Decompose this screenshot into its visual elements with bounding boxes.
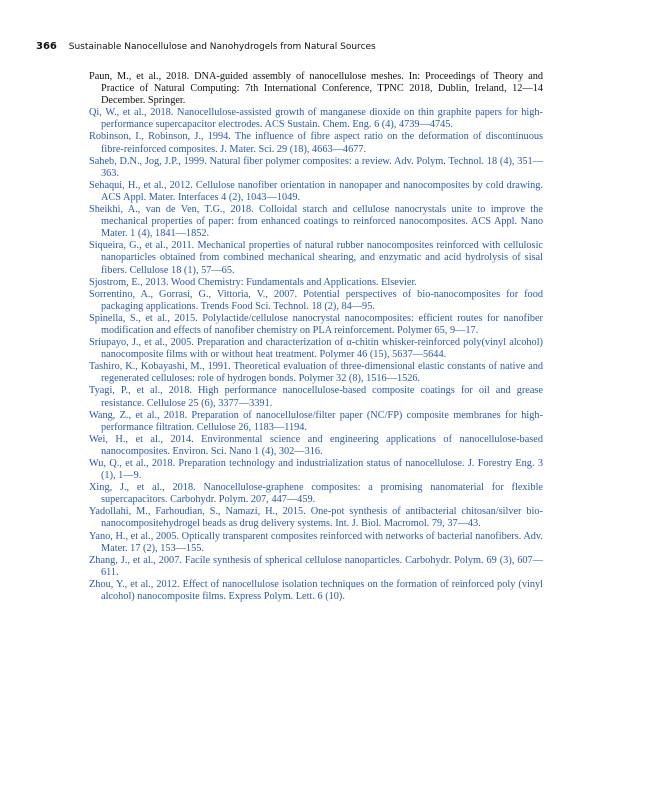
reference-item: Tyagi, P., et al., 2018. High performance nanocellulose-based composite coatings for oil and grease resistance. Cellulose 25 (6), 3377—3391. — [89, 385, 543, 409]
reference-item: Siqueira, G., et al., 2011. Mechanical properties of natural rubber nanocomposites reinforced with cellulosic nanoparticles obtained from combined mechanical shearing, and enzymatic and acid hydrolysis of sisal fibers. Cellulose 18 (1), 57—65. — [89, 240, 543, 276]
reference-item: Wei, H., et al., 2014. Environmental science and engineering applications of nanocellulose-based nanocomposites. Environ. Sci. Nano 1 (4), 302—316. — [89, 433, 543, 457]
reference-item: Zhou, Y., et al., 2012. Effect of nanocellulose isolation techniques on the formation of reinforced poly (vinyl alcohol) nanocomposite films. Express Polym. Lett. 6 (10). — [89, 578, 543, 603]
page-header — [36, 41, 376, 52]
reference-item: Wang, Z., et al., 2018. Preparation of nanocellulose/filter paper (NC/FP) composite membranes for high-performance filtration. Cellulose 26, 1183—1194. — [89, 409, 543, 433]
reference-item: Sriupayo, J., et al., 2005. Preparation and characterization of α-chitin whisker-reinforced poly(vinyl alcohol) nanocomposite films with or without heat treatment. Polymer 46 (15), 5637—5644. — [89, 337, 543, 361]
reference-item: Xing, J., et al., 2018. Nanocellulose-graphene composites: a promising nanomaterial for flexible supercapacitors. Carbohydr. Polym. 207, 447—459. — [89, 482, 543, 506]
reference-list — [89, 71, 543, 603]
reference-item: Saheb, D.N., Jog, J.P., 1999. Natural fiber polymer composites: a review. Adv. Polym. Technol. 18 (4), 351—363. — [89, 155, 543, 179]
reference-item: Sehaqui, H., et al., 2012. Cellulose nanofiber orientation in nanopaper and nanocomposites by cold drawing. ACS Appl. Mater. Interfaces 4 (2), 1043—1049. — [89, 179, 543, 203]
reference-item: Qi, W., et al., 2018. Nanocellulose-assisted growth of manganese dioxide on thin graphite papers for high-performance supercapacitor electrodes. ACS Sustain. Chem. Eng. 6 (4), 4739—4745. — [89, 107, 543, 131]
reference-item: Robinson, I., Robinson, J., 1994. The influence of fibre aspect ratio on the deformation of discontinuous fibre-reinforced composites. J. Mater. Sci. 29 (18), 4663—4677. — [89, 131, 543, 155]
running-title: Sustainable Nanocellulose and Nanohydrogels from Natural Sources — [68, 42, 376, 52]
reference-item: Tashiro, K., Kobayashi, M., 1991. Theoretical evaluation of three-dimensional elastic constants of native and regenerated celluloses: role of hydrogen bonds. Polymer 32 (8), 1516—1526. — [89, 361, 543, 385]
reference-item: Yano, H., et al., 2005. Optically transparent composites reinforced with networks of bacterial nanofibers. Adv. Mater. 17 (2), 153—155. — [89, 530, 543, 554]
reference-item: Sheikhi, A., van de Ven, T.G., 2018. Colloidal starch and cellulose nanocrystals unite to improve the mechanical properties of paper: from enhanced coatings to reinforced nanocomposites. ACS Appl. Nano Mater. 1 (4), 1841—1852. — [89, 204, 543, 240]
page-number: 366 — [36, 41, 57, 52]
reference-item: Sjostrom, E., 2013. Wood Chemistry: Fundamentals and Applications. Elsevier. — [89, 276, 417, 288]
reference-item: Paun, M., et al., 2018. DNA-guided assembly of nanocellulose meshes. In: Proceedings of Theory and Practice of Natural Computing: 7th International Conference, TPNC 2018, Dublin, Ireland, 12—14 December. Springer. — [89, 71, 543, 107]
reference-item: Yadollahi, M., Farhoudian, S., Namazi, H., 2015. One-pot synthesis of antibacterial chitosan/silver bio-nanocompositehydrogel beads as drug delivery systems. Int. J. Biol. Macromol. 79, 37—43. — [89, 506, 543, 530]
reference-item: Wu, Q., et al., 2018. Preparation technology and industrialization status of nanocellulose. J. Forestry Eng. 3 (1), 1—9. — [89, 458, 543, 482]
reference-item: Sorrentino, A., Gorrasi, G., Vittoria, V., 2007. Potential perspectives of bio-nanocomposites for food packaging applications. Trends Food Sci. Technol. 18 (2), 84—95. — [89, 288, 543, 312]
reference-item: Zhang, J., et al., 2007. Facile synthesis of spherical cellulose nanoparticles. Carbohydr. Polym. 69 (3), 607—611. — [89, 554, 543, 578]
reference-item: Spinella, S., et al., 2015. Polylactide/cellulose nanocrystal nanocomposites: efficient routes for nanofiber modification and effects of nanofiber chemistry on PLA reinforcement. Polymer 65, 9—17. — [89, 312, 543, 336]
